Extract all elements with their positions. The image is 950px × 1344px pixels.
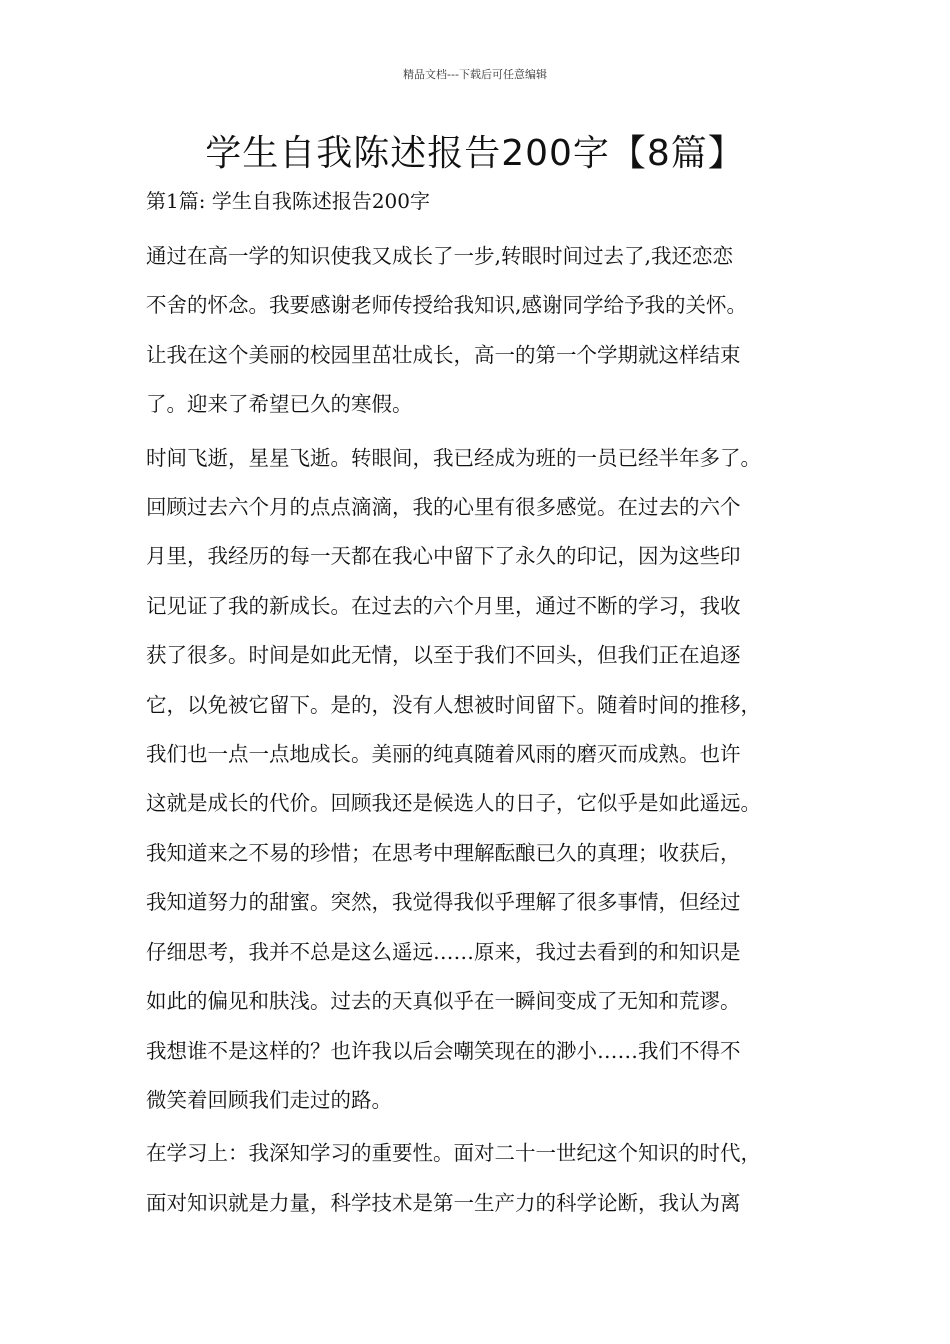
document-title: 学生自我陈述报告200字【8篇】: [205, 133, 745, 174]
paragraph-3: [146, 1129, 828, 1228]
text-line: 我们也一点一点地成长。美丽的纯真随着风雨的磨灭而成熟。也许: [146, 742, 741, 767]
text-line: 这就是成长的代价。回顾我还是候选人的日子，它似乎是如此遥远。: [146, 791, 761, 816]
text-line: 通过在高一学的知识使我又成长了一步,转眼时间过去了,我还恋恋: [146, 244, 734, 268]
text-line: 我知道努力的甜蜜。突然，我觉得我似乎理解了很多事情，但经过: [146, 890, 741, 915]
text-line: 面对知识就是力量，科学技术是第一生产力的科学论断，我认为离: [146, 1190, 741, 1215]
text-line: 获了很多。时间是如此无情，以至于我们不回头，但我们正在追逐: [146, 643, 741, 668]
text-line: 微笑着回顾我们走过的路。: [146, 1087, 392, 1112]
text-line: 在学习上：我深知学习的重要性。面对二十一世纪这个知识的时代，: [146, 1141, 761, 1166]
text-line: 时间飞逝，星星飞逝。转眼间，我已经成为班的一员已经半年多了。: [146, 445, 761, 470]
text-line: 我知道来之不易的珍惜；在思考中理解酝酿已久的真理；收获后，: [146, 840, 741, 865]
text-line: 仔细思考，我并不总是这么遥远……原来，我过去看到的和知识是: [146, 939, 741, 964]
section-heading: 第1篇: 学生自我陈述报告200字: [146, 189, 430, 213]
text-line: 让我在这个美丽的校园里茁壮成长，高一的第一个学期就这样结束: [146, 342, 741, 367]
body-text: [146, 232, 828, 1232]
text-line: 了。迎来了希望已久的寒假。: [146, 392, 413, 417]
text-line: 如此的偏见和肤浅。过去的天真似乎在一瞬间变成了无知和荒谬。: [146, 989, 741, 1014]
text-line: 它，以免被它留下。是的，没有人想被时间留下。随着时间的推移，: [146, 692, 761, 717]
text-line: 不舍的怀念。我要感谢老师传授给我知识,感谢同学给予我的关怀。: [146, 293, 748, 318]
paragraph-2: [146, 434, 828, 1126]
text-line: 月里，我经历的每一天都在我心中留下了永久的印记，因为这些印: [146, 544, 741, 569]
text-line: 记见证了我的新成长。在过去的六个月里，通过不断的学习，我收: [146, 593, 741, 618]
text-line: 回顾过去六个月的点点滴滴，我的心里有很多感觉。在过去的六个: [146, 495, 741, 520]
text-line: 我想谁不是这样的？也许我以后会嘲笑现在的渺小……我们不得不: [146, 1038, 741, 1063]
paragraph-1: [146, 232, 828, 430]
running-header: 精品文档---下载后可任意编辑: [403, 68, 547, 81]
